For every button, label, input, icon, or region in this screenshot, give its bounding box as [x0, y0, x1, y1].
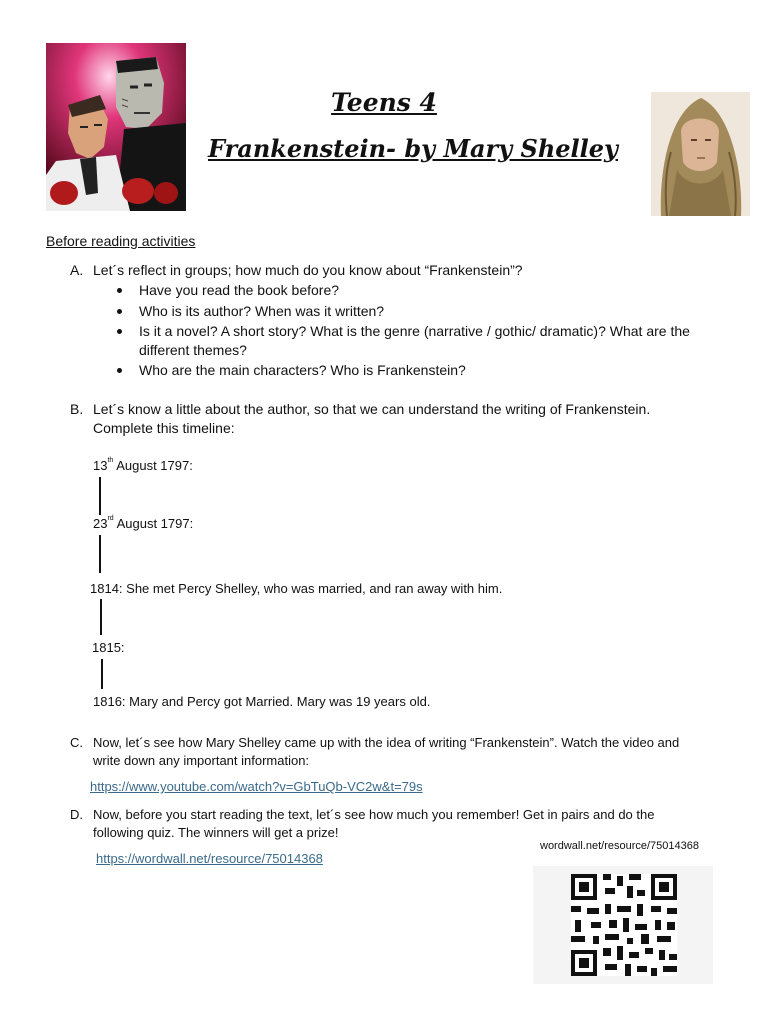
wordwall-quiz-link[interactable]: https://wordwall.net/resource/75014368 — [96, 851, 323, 866]
activity-d-line1: Now, before you start reading the text, let´s see how much you remember! Get in pairs and do the — [93, 807, 655, 822]
activity-a-letter: A. — [70, 262, 84, 278]
timeline-entry: 23rd August 1797: — [93, 515, 194, 531]
youtube-video-link[interactable]: https://www.youtube.com/watch?v=GbTuQb-VC2w&t=79s — [90, 779, 423, 794]
activity-c-line1: Now, let´s see how Mary Shelley came up with the idea of writing “Frankenstein”. Watch the video and — [93, 735, 680, 750]
timeline-connector — [99, 477, 101, 515]
timeline-entry: 13th August 1797: — [93, 457, 193, 473]
timeline-connector — [100, 599, 102, 635]
activity-c-letter: C. — [70, 735, 83, 750]
activity-d-letter: D. — [70, 807, 83, 822]
bullet-text: Who is its author? When was it written? — [139, 303, 385, 319]
bullet-text: Have you read the book before? — [139, 282, 340, 298]
bullet-icon — [117, 329, 122, 334]
activity-b-letter: B. — [70, 401, 84, 417]
bullet-icon — [117, 309, 122, 314]
page-subtitle: Frankenstein- by Mary Shelley — [208, 134, 619, 163]
bullet-icon — [117, 288, 122, 293]
bullet-text-continuation: different themes? — [139, 342, 247, 358]
bullet-item — [139, 281, 339, 300]
bullet-item — [139, 322, 690, 341]
activity-b-line2: Complete this timeline: — [93, 420, 235, 436]
activity-d-line2: following quiz. The winners will get a prize! — [93, 825, 339, 840]
activity-a-text: Let´s reflect in groups; how much do you know about “Frankenstein”? — [93, 262, 523, 278]
bullet-text: Is it a novel? A short story? What is the genre (narrative / gothic/ dramatic)? What are the — [139, 323, 690, 339]
bullet-item — [139, 302, 384, 321]
timeline-connector — [99, 535, 101, 573]
page-title: Teens 4 — [331, 88, 437, 117]
frankenstein-illustration — [46, 43, 186, 211]
activity-b-line1: Let´s know a little about the author, so that we can understand the writing of Frankenstein. — [93, 401, 651, 417]
qr-caption: wordwall.net/resource/75014368 — [540, 840, 699, 852]
timeline-entry: 1816: Mary and Percy got Married. Mary was 19 years old. — [93, 694, 431, 709]
bullet-item — [139, 361, 466, 380]
qr-code-icon[interactable] — [533, 866, 713, 984]
timeline-entry: 1814: She met Percy Shelley, who was married, and ran away with him. — [90, 581, 503, 596]
section-heading: Before reading activities — [46, 233, 196, 249]
bullet-text: Who are the main characters? Who is Frankenstein? — [139, 362, 466, 378]
timeline-entry: 1815: — [92, 640, 125, 655]
bullet-icon — [117, 368, 122, 373]
timeline-connector — [101, 659, 103, 689]
activity-c-line2: write down any important information: — [93, 753, 310, 768]
